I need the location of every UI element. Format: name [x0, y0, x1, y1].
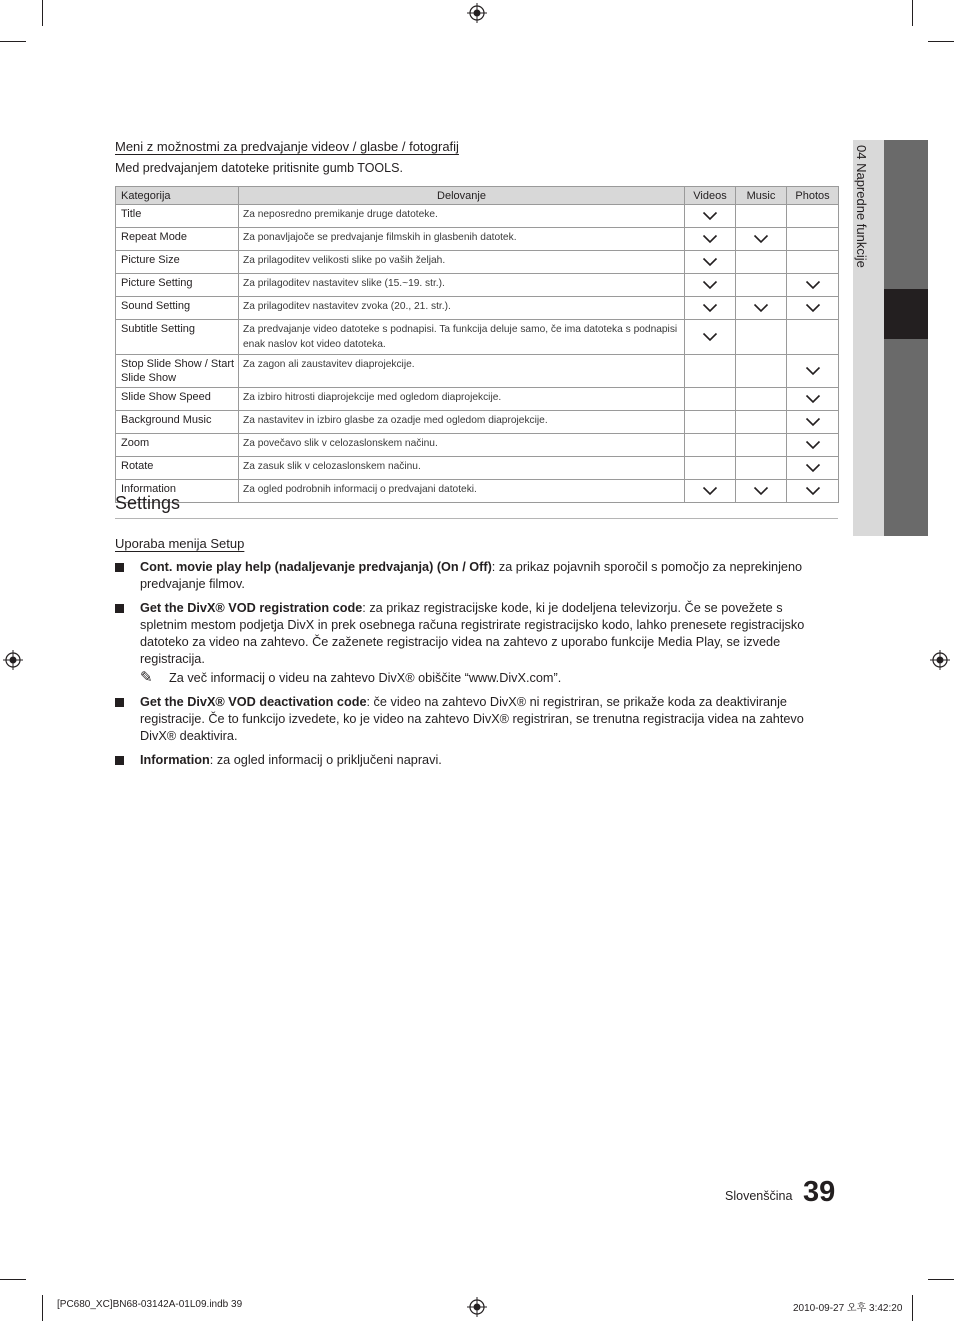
check-icon	[736, 234, 786, 244]
table-row	[116, 228, 839, 251]
tools-key: TOOLS	[357, 161, 400, 175]
table-body	[116, 205, 839, 503]
row-music-cell	[736, 480, 787, 503]
options-table	[115, 186, 839, 503]
check-icon	[787, 417, 838, 427]
row-videos-cell	[685, 228, 736, 251]
row-photos-cell	[787, 480, 839, 503]
row-photos-cell	[787, 297, 839, 320]
header-action: Delovanje	[239, 187, 685, 205]
row-category: Repeat Mode	[116, 228, 239, 251]
table-row	[116, 457, 839, 480]
row-photos-cell	[787, 411, 839, 434]
check-icon	[787, 486, 838, 496]
item-term: Cont. movie play help (nadaljevanje predvajanja) (On / Off)	[140, 560, 492, 574]
row-videos-cell	[685, 411, 736, 434]
file-info: [PC680_XC]BN68-03142A-01L09.indb 39	[57, 1299, 243, 1310]
row-action: Za prilagoditev velikosti slike po vaših željah.	[239, 251, 685, 274]
page-number: 39	[803, 1176, 836, 1208]
row-photos-cell	[787, 205, 839, 228]
check-icon	[787, 463, 838, 473]
item-text: : za prikaz registracijske kode, ki je dodeljena televizorju. Če se povežete s spletnim mestom podjetja DivX in prek osebnega računa registrirate registracijsko kodo, lahko prenesete registracijsko datoteko za video na zahtevo. Če zaženete registracijo videa na zahtevo z uporabo funkcije Media Play, se izvede registracija.	[140, 601, 805, 666]
settings-subtitle: Uporaba menija Setup	[115, 536, 245, 551]
row-videos-cell	[685, 457, 736, 480]
check-icon	[736, 303, 786, 313]
note	[115, 670, 825, 687]
crop-mark	[0, 1279, 26, 1280]
row-category: Picture Setting	[116, 274, 239, 297]
settings-heading: Settings	[115, 493, 181, 513]
bullet-square-icon	[115, 756, 124, 765]
chapter-tab-band	[884, 140, 928, 289]
chapter-tab-band	[884, 339, 928, 536]
bullet-square-icon	[115, 563, 124, 572]
pencil-note-icon: ✎	[140, 669, 153, 686]
chapter-tab-label: 04 Napredne funkcije	[854, 145, 869, 268]
row-photos-cell	[787, 228, 839, 251]
crop-mark	[0, 41, 26, 42]
section-title: Meni z možnostmi za predvajanje videov / glasbe / fotografij	[115, 139, 459, 154]
header-photos: Photos	[787, 187, 839, 205]
item-term: Information	[140, 753, 210, 767]
item-text: : za ogled informacij o priključeni napravi.	[209, 753, 442, 767]
check-icon	[787, 280, 838, 290]
row-music-cell	[736, 228, 787, 251]
row-music-cell	[736, 434, 787, 457]
item-text: : če video na zahtevo DivX® ni registriran, se prikaže koda za deaktiviranje registracije. Če to funkcijo izvedete, ko je video na zahtevo DivX® registriran, se trenutna registracija videa na zahtevo DivX® deaktivira.	[140, 695, 804, 743]
crop-mark	[928, 1279, 954, 1280]
row-videos-cell	[685, 251, 736, 274]
row-photos-cell	[787, 274, 839, 297]
row-music-cell	[736, 388, 787, 411]
table-row	[116, 434, 839, 457]
row-photos-cell	[787, 388, 839, 411]
crop-mark	[912, 1295, 913, 1321]
row-category: Subtitle Setting	[116, 320, 239, 355]
bullet-square-icon	[115, 604, 124, 613]
settings-list	[115, 559, 825, 776]
check-icon	[685, 211, 735, 221]
row-action: Za zasuk slik v celozaslonskem načinu.	[239, 457, 685, 480]
check-icon	[787, 303, 838, 313]
row-videos-cell	[685, 274, 736, 297]
list-item	[115, 694, 825, 745]
registration-mark-icon	[930, 650, 950, 670]
table-row	[116, 480, 839, 503]
check-icon	[787, 366, 838, 376]
header-music: Music	[736, 187, 787, 205]
table-row	[116, 320, 839, 355]
row-action: Za zagon ali zaustavitev diaprojekcije.	[239, 355, 685, 388]
row-action: Za ogled podrobnih informacij o predvajani datoteki.	[239, 480, 685, 503]
check-icon	[685, 486, 735, 496]
row-category: Information	[116, 480, 239, 503]
item-term: Get the DivX® VOD deactivation code	[140, 695, 367, 709]
note-text: Za več informacij o videu na zahtevo DivX® obiščite “www.DivX.com”.	[169, 671, 562, 685]
header-videos: Videos	[685, 187, 736, 205]
row-action: Za prilagoditev nastavitev zvoka (20., 21. str.).	[239, 297, 685, 320]
check-icon	[685, 257, 735, 267]
crop-mark	[42, 1295, 43, 1321]
row-music-cell	[736, 251, 787, 274]
row-category: Title	[116, 205, 239, 228]
row-videos-cell	[685, 388, 736, 411]
list-item	[115, 559, 825, 593]
row-videos-cell	[685, 297, 736, 320]
row-videos-cell	[685, 434, 736, 457]
row-category: Rotate	[116, 457, 239, 480]
row-videos-cell	[685, 355, 736, 388]
row-music-cell	[736, 274, 787, 297]
table-row	[116, 205, 839, 228]
check-icon	[685, 280, 735, 290]
table-row	[116, 411, 839, 434]
check-icon	[787, 440, 838, 450]
chapter-tab-active	[884, 289, 928, 339]
check-icon	[736, 486, 786, 496]
crop-mark	[912, 0, 913, 26]
row-category: Slide Show Speed	[116, 388, 239, 411]
heading-rule	[115, 518, 838, 519]
row-action: Za povečavo slik v celozaslonskem načinu.	[239, 434, 685, 457]
row-category: Sound Setting	[116, 297, 239, 320]
row-music-cell	[736, 355, 787, 388]
crop-mark	[928, 41, 954, 42]
check-icon	[787, 394, 838, 404]
crop-mark	[42, 0, 43, 26]
row-music-cell	[736, 411, 787, 434]
row-photos-cell	[787, 320, 839, 355]
row-photos-cell	[787, 251, 839, 274]
language-label: Slovenščina	[725, 1189, 793, 1203]
row-videos-cell	[685, 480, 736, 503]
row-action: Za prilagoditev nastavitev slike (15.~19. str.).	[239, 274, 685, 297]
table-row	[116, 251, 839, 274]
bullet-square-icon	[115, 698, 124, 707]
list-item	[115, 752, 825, 769]
table-row	[116, 388, 839, 411]
row-photos-cell	[787, 457, 839, 480]
row-category: Zoom	[116, 434, 239, 457]
row-music-cell	[736, 457, 787, 480]
table-header-row	[116, 187, 839, 205]
row-music-cell	[736, 320, 787, 355]
check-icon	[685, 332, 735, 342]
table-row	[116, 297, 839, 320]
registration-mark-icon	[467, 3, 487, 23]
item-term: Get the DivX® VOD registration code	[140, 601, 363, 615]
row-category: Stop Slide Show / Start Slide Show	[116, 355, 239, 388]
section-intro: Med predvajanjem datoteke pritisnite gumb TOOLS.	[115, 161, 403, 175]
check-icon	[685, 234, 735, 244]
row-action: Za nastavitev in izbiro glasbe za ozadje med ogledom diaprojekcije.	[239, 411, 685, 434]
row-photos-cell	[787, 434, 839, 457]
list-item	[115, 600, 825, 668]
row-music-cell	[736, 297, 787, 320]
row-action: Za neposredno premikanje druge datoteke.	[239, 205, 685, 228]
check-icon	[685, 303, 735, 313]
row-videos-cell	[685, 320, 736, 355]
table-row	[116, 274, 839, 297]
registration-mark-icon	[3, 650, 23, 670]
row-music-cell	[736, 205, 787, 228]
row-category: Picture Size	[116, 251, 239, 274]
row-action: Za ponavljajoče se predvajanje filmskih in glasbenih datotek.	[239, 228, 685, 251]
item-text: : za prikaz pojavnih sporočil s pomočjo za neprekinjeno predvajanje filmov.	[140, 560, 803, 591]
row-action: Za izbiro hitrosti diaprojekcije med ogledom diaprojekcije.	[239, 388, 685, 411]
table-row	[116, 355, 839, 388]
row-category: Background Music	[116, 411, 239, 434]
row-videos-cell	[685, 205, 736, 228]
row-photos-cell	[787, 355, 839, 388]
print-timestamp: 2010-09-27 오후 3:42:20	[793, 1303, 903, 1314]
registration-mark-icon	[467, 1297, 487, 1317]
header-category: Kategorija	[116, 187, 239, 205]
row-action: Za predvajanje video datoteke s podnapisi. Ta funkcija deluje samo, če ima datoteka s podnapisi enak naslov kot video datoteka.	[239, 320, 685, 355]
